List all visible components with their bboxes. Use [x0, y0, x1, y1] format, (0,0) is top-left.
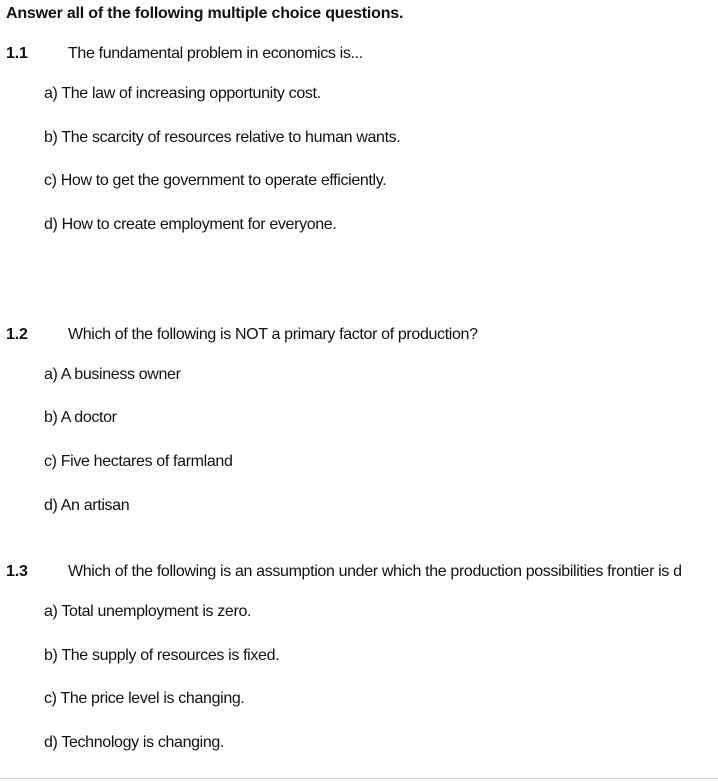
option-b[interactable]: b) A doctor	[44, 409, 117, 426]
option-c[interactable]: c) How to get the government to operate efficiently.	[44, 172, 387, 189]
question-1-3	[0, 563, 718, 751]
instructions-heading: Answer all of the following multiple choice questions.	[6, 5, 404, 22]
question-number: 1.1	[6, 45, 28, 62]
question-1-1	[0, 45, 718, 233]
option-d[interactable]: d) How to create employment for everyone.	[44, 216, 337, 233]
option-c[interactable]: c) The price level is changing.	[44, 690, 245, 707]
question-header	[0, 45, 718, 67]
option-b[interactable]: b) The scarcity of resources relative to human wants.	[44, 129, 401, 146]
option-c[interactable]: c) Five hectares of farmland	[44, 453, 233, 470]
question-text: The fundamental problem in economics is...	[68, 45, 363, 62]
question-number: 1.3	[6, 563, 28, 580]
question-number: 1.2	[6, 326, 28, 343]
option-d[interactable]: d) An artisan	[44, 497, 130, 514]
question-text: Which of the following is an assumption under which the production possibilities frontier is d	[68, 563, 682, 580]
option-a[interactable]: a) The law of increasing opportunity cost.	[44, 85, 321, 102]
question-header	[0, 326, 718, 348]
option-d[interactable]: d) Technology is changing.	[44, 734, 225, 751]
option-a[interactable]: a) Total unemployment is zero.	[44, 603, 252, 620]
option-b[interactable]: b) The supply of resources is fixed.	[44, 647, 280, 664]
page-bottom-divider	[0, 778, 718, 779]
question-header	[0, 563, 718, 585]
question-text: Which of the following is NOT a primary factor of production?	[68, 326, 478, 343]
question-1-2	[0, 326, 718, 514]
option-a[interactable]: a) A business owner	[44, 366, 181, 383]
